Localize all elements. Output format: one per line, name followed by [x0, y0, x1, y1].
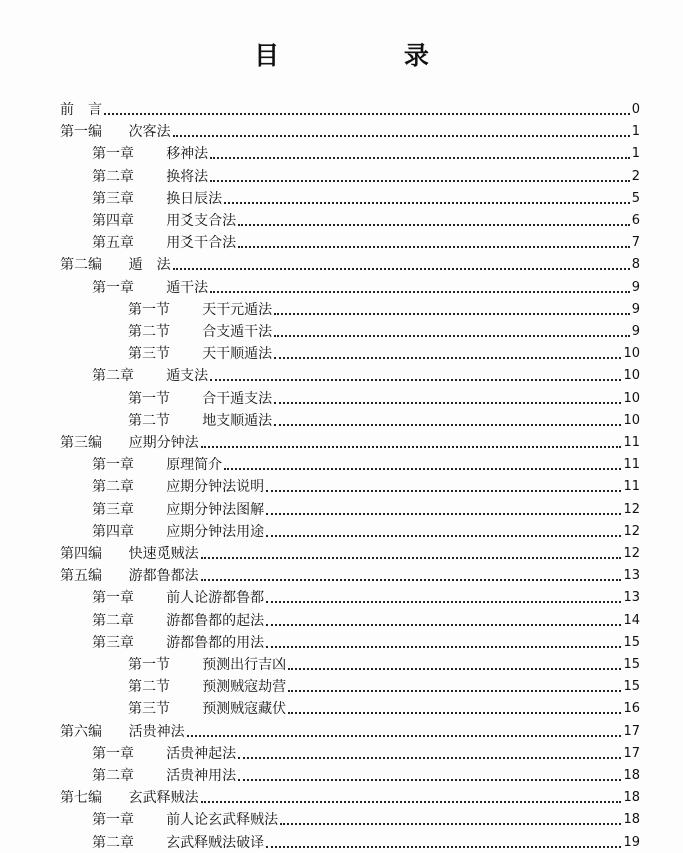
toc-entry-title: 活贵神起法 [166, 745, 237, 762]
toc-entry-title: 用爻支合法 [166, 213, 237, 229]
dot-leader [288, 668, 621, 670]
toc-entry[interactable] [92, 229, 640, 251]
toc-entry[interactable] [92, 185, 640, 207]
toc-entry-number: 第三节 [128, 346, 170, 363]
toc-entry-page-number: 14 [623, 612, 640, 628]
dot-leader [288, 690, 621, 692]
toc-entry-title: 原理简介 [166, 457, 223, 474]
toc-entry[interactable] [92, 829, 640, 851]
toc-entry-page-number: 13 [623, 568, 640, 584]
toc-entry-page-number: 15 [623, 657, 640, 672]
toc-entry-title: 预测贼寇藏伏 [202, 701, 287, 718]
toc-entry-number: 第四章 [92, 523, 134, 540]
toc-entry-title: 应期分钟法用途 [166, 523, 265, 540]
dot-leader [266, 601, 621, 603]
toc-entry[interactable] [92, 140, 640, 162]
toc-entry-title: 应期分钟法 [128, 435, 199, 451]
toc-entry-number: 第四编 [60, 546, 102, 562]
toc-entry[interactable] [128, 695, 640, 717]
toc-entry-title: 天干元遁法 [202, 301, 273, 318]
toc-entry-number: 第一节 [128, 390, 170, 407]
toc-entry-page-number: 15 [623, 679, 640, 695]
toc-entry-page-number: 12 [623, 546, 640, 561]
toc-entry-number: 第三节 [128, 701, 170, 718]
toc-entry-page-number: 5 [631, 190, 640, 206]
toc-entry[interactable] [92, 163, 640, 185]
dot-leader [238, 246, 630, 248]
dot-leader [201, 557, 622, 559]
toc-entry-page-number: 17 [623, 723, 640, 739]
toc-entry[interactable] [128, 651, 640, 673]
toc-entry-number: 第五编 [60, 568, 102, 585]
toc-entry-title: 预测贼寇劫营 [202, 679, 287, 696]
toc-entry-page-number: 1 [631, 124, 640, 140]
toc-entry-page-number: 7 [631, 235, 640, 251]
toc-entry-number: 第一章 [92, 146, 134, 163]
toc-entry-title: 前人论游都鲁都 [166, 590, 265, 607]
toc-entry-page-number: 11 [623, 435, 640, 450]
toc-entry[interactable] [128, 385, 640, 407]
toc-entry-title: 天干顺遁法 [202, 346, 273, 363]
toc-entry[interactable] [92, 740, 640, 762]
toc-entry-number: 第二章 [92, 768, 134, 784]
toc-entry[interactable] [92, 451, 640, 473]
toc-entry-page-number: 18 [623, 812, 640, 828]
toc-entry[interactable] [92, 473, 640, 495]
dot-leader [280, 823, 621, 825]
toc-entry-title: 移神法 [166, 146, 209, 163]
dot-leader [224, 468, 621, 470]
toc-entry-number: 第一章 [92, 745, 134, 762]
toc-entry[interactable] [92, 806, 640, 828]
toc-entry-title: 活贵神用法 [166, 768, 237, 784]
toc-entry[interactable] [60, 429, 640, 451]
toc-entry[interactable] [128, 296, 640, 318]
toc-entry-page-number: 17 [623, 745, 640, 761]
toc-entry-number: 第一编 [60, 124, 102, 141]
dot-leader [266, 490, 621, 492]
toc-entry[interactable] [60, 96, 640, 118]
toc-entry-page-number: 6 [631, 213, 640, 228]
toc-entry-number: 第三章 [92, 190, 134, 207]
toc-entry-title: 玄武释贼法 [128, 790, 199, 807]
dot-leader [201, 801, 622, 803]
dot-leader [266, 535, 621, 537]
toc-entry-page-number: 9 [631, 324, 640, 339]
dot-leader [104, 113, 630, 115]
toc-entry-number: 第四章 [92, 213, 134, 229]
toc-entry-title: 遁干法 [166, 279, 209, 296]
toc-entry-title: 次客法 [128, 124, 171, 141]
toc-entry-page-number: 0 [631, 102, 640, 117]
toc-entry[interactable] [128, 318, 640, 340]
toc-entry[interactable] [60, 251, 640, 273]
dot-leader [238, 779, 621, 781]
toc-entry-number: 前 言 [60, 102, 102, 118]
toc-entry-title: 应期分钟法说明 [166, 479, 265, 496]
dot-leader [210, 157, 630, 159]
toc-entry[interactable] [60, 540, 640, 562]
dot-leader [187, 735, 622, 737]
toc-entry-number: 第二节 [128, 324, 170, 340]
toc-entry[interactable] [92, 584, 640, 606]
toc-entry-page-number: 8 [631, 257, 640, 273]
toc-entry-number: 第六编 [60, 723, 102, 740]
dot-leader [266, 624, 621, 626]
toc-entry-title: 玄武释贼法破译 [166, 834, 265, 851]
toc-entry-page-number: 18 [623, 790, 640, 806]
toc-entry-title: 游都鲁都的用法 [166, 634, 265, 651]
dot-leader [173, 135, 630, 137]
toc-entry-page-number: 10 [623, 390, 640, 406]
toc-entry[interactable] [60, 118, 640, 140]
toc-entry[interactable] [128, 673, 640, 695]
toc-entry[interactable] [92, 496, 640, 518]
toc-entry-number: 第二章 [92, 834, 134, 851]
toc-entry-page-number: 2 [631, 168, 640, 184]
dot-leader [274, 357, 621, 359]
toc-entry-title: 预测出行吉凶 [202, 657, 287, 673]
toc-entry-number: 第五章 [92, 235, 134, 252]
toc-entry-page-number: 12 [623, 523, 640, 539]
toc-entry-number: 第三编 [60, 435, 102, 451]
dot-leader [274, 424, 621, 426]
toc-entry-title: 前人论玄武释贼法 [166, 812, 279, 829]
toc-entry-number: 第二章 [92, 479, 134, 496]
toc-entry-number: 第一章 [92, 812, 134, 829]
toc-entry-number: 第一节 [128, 657, 170, 673]
toc-entry-title: 用爻干合法 [166, 235, 237, 252]
toc-entry-title: 应期分钟法图解 [166, 501, 265, 518]
toc-entry[interactable] [60, 562, 640, 584]
toc-entry-page-number: 15 [623, 634, 640, 650]
toc-entry-title: 地支顺遁法 [202, 412, 273, 429]
dot-leader [274, 335, 630, 337]
toc-entry-title: 合干遁支法 [202, 390, 273, 407]
dot-leader [266, 513, 621, 515]
toc-entry[interactable] [60, 718, 640, 740]
toc-entry-title: 换将法 [166, 168, 209, 185]
toc-entry-number: 第一章 [92, 590, 134, 607]
dot-leader [224, 202, 630, 204]
toc-entry-page-number: 16 [623, 701, 640, 717]
toc-entry-title: 活贵神法 [128, 723, 185, 740]
toc-entry-title: 合支遁干法 [202, 324, 273, 340]
toc-entry-number: 第二章 [92, 368, 134, 385]
dot-leader [274, 313, 630, 315]
toc-entry-page-number: 10 [623, 368, 640, 384]
toc-entry-number: 第三章 [92, 501, 134, 518]
toc-entry-number: 第二章 [92, 168, 134, 185]
dot-leader [266, 646, 621, 648]
toc-entry-number: 第一节 [128, 301, 170, 318]
toc-entry-title: 游都鲁都的起法 [166, 612, 265, 629]
toc-entry-title: 换日辰法 [166, 190, 223, 207]
toc-entry-page-number: 10 [623, 412, 640, 428]
toc-entry[interactable] [92, 629, 640, 651]
dot-leader [274, 402, 621, 404]
dot-leader [210, 379, 621, 381]
toc-entry-page-number: 13 [623, 590, 640, 606]
toc-entry[interactable] [92, 607, 640, 629]
toc-entry[interactable] [92, 518, 640, 540]
toc-entry-number: 第二节 [128, 412, 170, 429]
toc-entry[interactable] [92, 762, 640, 784]
toc-entry-number: 第二编 [60, 257, 102, 274]
page-title: 目 录 [254, 41, 487, 70]
toc-entry-number: 第一章 [92, 457, 134, 474]
toc-entry-page-number: 11 [623, 457, 640, 473]
toc-entry[interactable] [92, 274, 640, 296]
toc-entry-page-number: 12 [623, 501, 640, 517]
toc-entry-title: 遁支法 [166, 368, 209, 385]
toc-entry-page-number: 11 [623, 479, 640, 495]
toc-entry-page-number: 9 [631, 301, 640, 317]
toc-entry[interactable] [128, 340, 640, 362]
dot-leader [288, 712, 621, 714]
toc-entry-number: 第二节 [128, 679, 170, 696]
toc-entry-number: 第二章 [92, 612, 134, 629]
toc-entry-page-number: 9 [631, 279, 640, 295]
toc-entry-title: 快速觅贼法 [128, 546, 199, 562]
toc-entry-page-number: 10 [623, 346, 640, 362]
toc-entry-page-number: 1 [631, 146, 640, 162]
dot-leader [173, 268, 630, 270]
dot-leader [238, 757, 621, 759]
dot-leader [201, 446, 622, 448]
toc-entry[interactable] [60, 784, 640, 806]
toc-entry-number: 第一章 [92, 279, 134, 296]
dot-leader [210, 291, 630, 293]
toc-entry-number: 第三章 [92, 634, 134, 651]
toc-entry-title: 遁 法 [128, 257, 171, 274]
dot-leader [238, 224, 630, 226]
toc-entry[interactable] [92, 207, 640, 229]
toc-entry[interactable] [128, 407, 640, 429]
dot-leader [210, 180, 630, 182]
dot-leader [266, 846, 621, 848]
toc-entry-page-number: 18 [623, 768, 640, 783]
toc-entry[interactable] [92, 362, 640, 384]
toc-entry-number: 第七编 [60, 790, 102, 807]
toc-entry-title: 游都鲁都法 [128, 568, 199, 585]
dot-leader [201, 579, 622, 581]
toc-entry-page-number: 19 [623, 834, 640, 850]
